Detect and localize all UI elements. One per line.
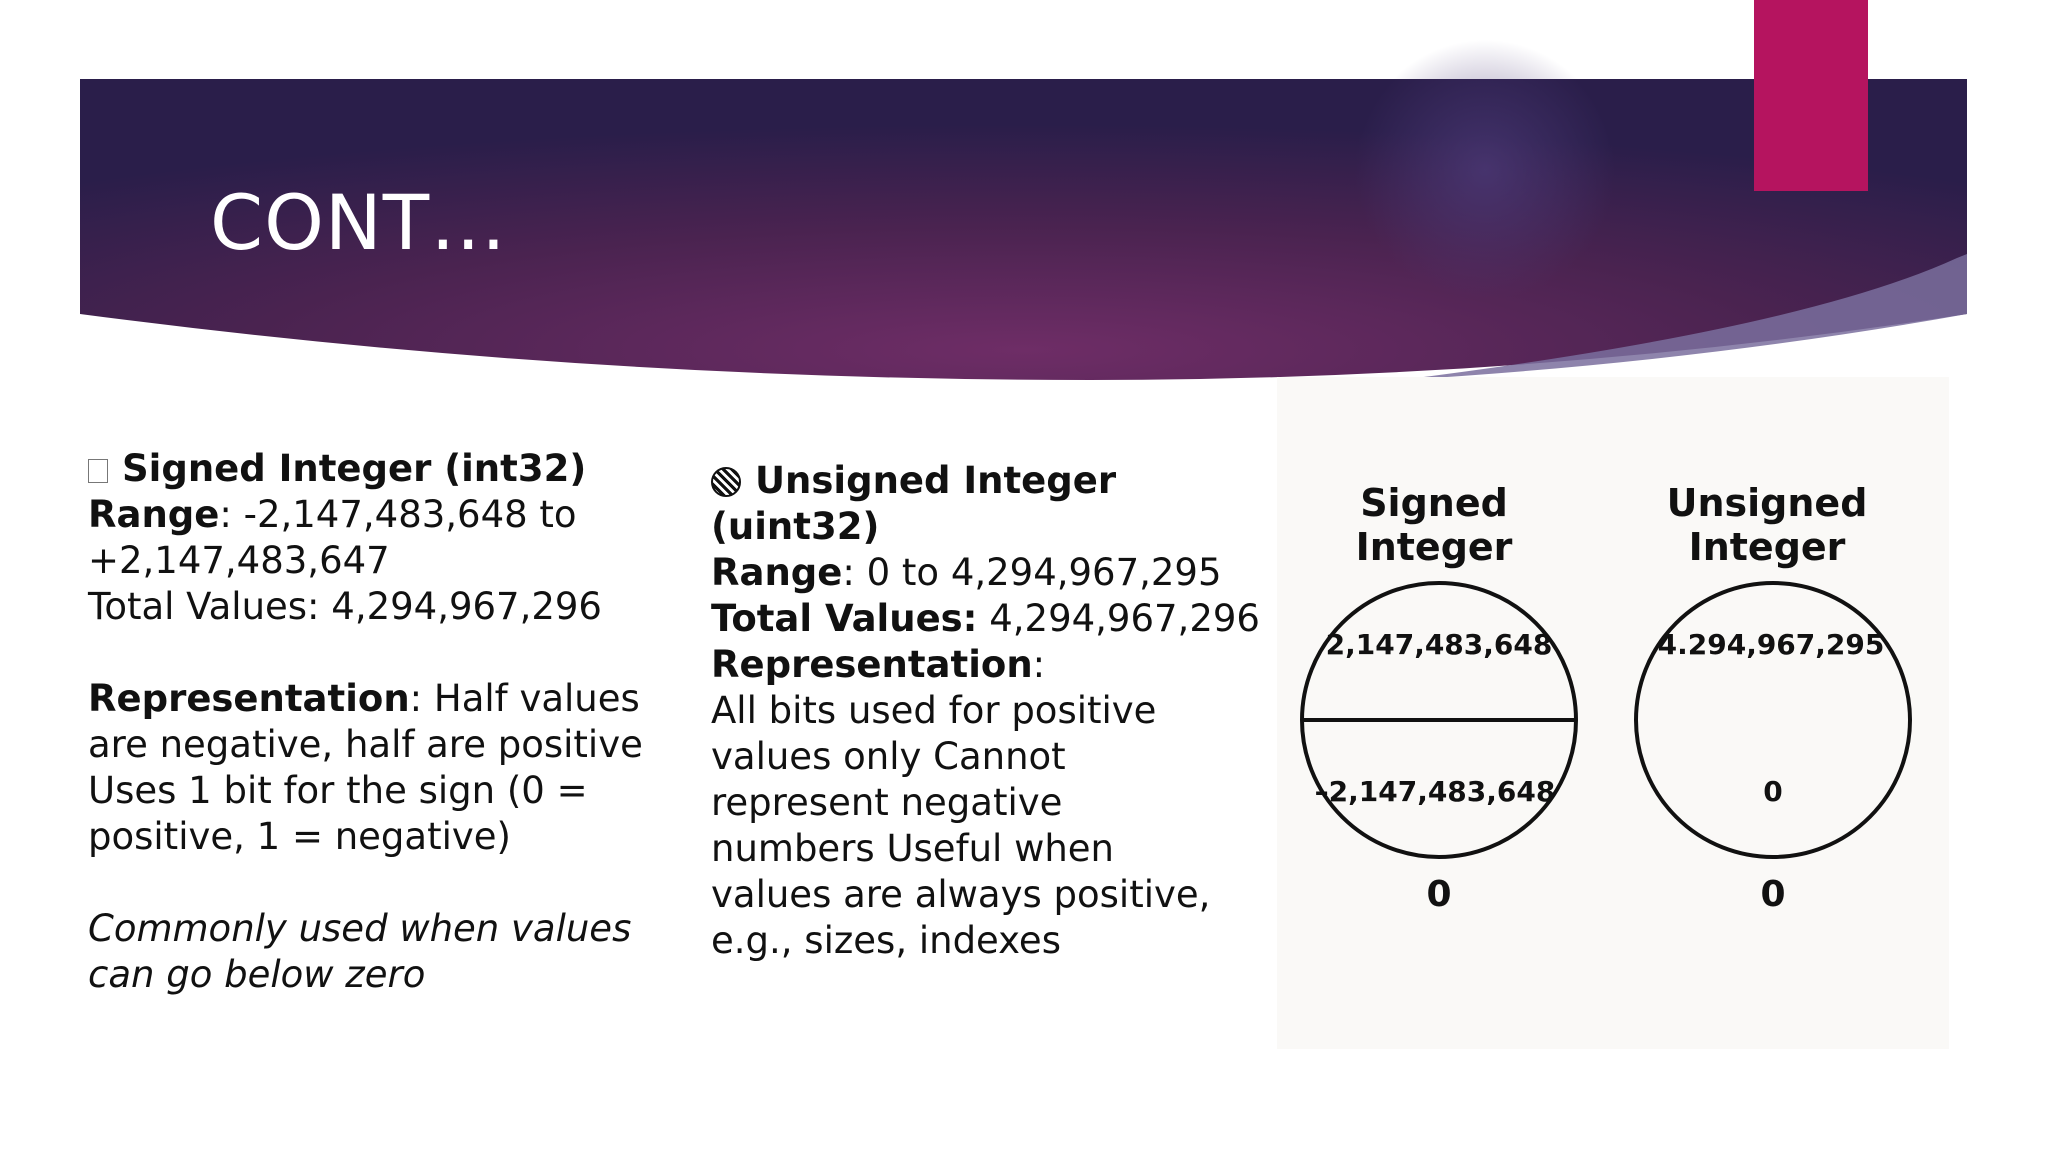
slide-title: CONT… bbox=[210, 178, 508, 267]
unsigned-desc-line-1: All bits used for positive bbox=[711, 689, 1157, 732]
signed-range-label: Range bbox=[88, 493, 220, 536]
signed-integer-section bbox=[88, 446, 668, 998]
unsigned-max-value: 4.294,967,295 bbox=[1657, 628, 1885, 661]
accent-tab bbox=[1754, 0, 1868, 191]
unsigned-diagram-title-1: Unsigned bbox=[1666, 481, 1868, 525]
unsigned-heading-type: (uint32) bbox=[711, 505, 880, 548]
signed-zero-label: 0 bbox=[1426, 874, 1452, 915]
signed-note-line-1: Commonly used when values bbox=[88, 907, 632, 950]
unsigned-min-value: 0 bbox=[1763, 775, 1783, 808]
signed-note-line-2: can go below zero bbox=[88, 953, 426, 996]
signed-representation-text: : Half values bbox=[409, 677, 640, 720]
signed-max-value: 2,147,483,648 bbox=[1325, 628, 1553, 661]
unsigned-desc-line-2: values only Cannot bbox=[711, 735, 1066, 778]
square-outline-icon bbox=[88, 459, 108, 483]
unsigned-desc-line-4: numbers Useful when bbox=[711, 827, 1115, 870]
unsigned-range-circle bbox=[1636, 583, 1910, 857]
unsigned-diagram-title-2: Integer bbox=[1688, 525, 1846, 569]
signed-range-value-2: +2,147,483,647 bbox=[88, 539, 390, 582]
signed-min-value: –2,147,483,648 bbox=[1314, 775, 1556, 808]
signed-diagram-title-2: Integer bbox=[1355, 525, 1513, 569]
signed-representation-line-2: are negative, half are positive bbox=[88, 723, 643, 766]
signed-representation-line bbox=[88, 676, 668, 722]
unsigned-representation-colon: : bbox=[1032, 643, 1046, 686]
unsigned-heading-line-2 bbox=[711, 504, 1251, 550]
unsigned-total-label: Total Values: bbox=[711, 597, 978, 640]
signed-representation-line-3: Uses 1 bit for the sign (0 = bbox=[88, 769, 588, 812]
signed-heading-line bbox=[88, 446, 668, 492]
unsigned-total-line bbox=[711, 596, 1260, 642]
unsigned-representation-label: Representation bbox=[711, 643, 1033, 686]
signed-representation-label: Representation bbox=[88, 677, 410, 720]
signed-heading: Signed Integer (int32) bbox=[122, 447, 587, 490]
unsigned-range-value: : 0 to 4,294,967,295 bbox=[842, 551, 1222, 594]
unsigned-heading: Unsigned Integer bbox=[755, 459, 1117, 502]
integer-range-diagram bbox=[1277, 377, 1949, 1049]
signed-diagram-title-1: Signed bbox=[1360, 481, 1508, 525]
hatched-circle-icon bbox=[711, 467, 741, 497]
unsigned-desc-line-5: values are always positive, bbox=[711, 873, 1211, 916]
unsigned-zero-label: 0 bbox=[1760, 874, 1786, 915]
diagram-svg bbox=[1277, 377, 1949, 1049]
unsigned-desc-line-3: represent negative bbox=[711, 781, 1063, 824]
unsigned-heading-line bbox=[711, 458, 1251, 504]
unsigned-total-value: 4,294,967,296 bbox=[977, 597, 1260, 640]
unsigned-range-line bbox=[711, 550, 1251, 596]
unsigned-integer-section bbox=[711, 458, 1260, 964]
signed-representation-line-4: positive, 1 = negative) bbox=[88, 815, 511, 858]
unsigned-representation-line bbox=[711, 642, 1251, 688]
unsigned-desc-line-6: e.g., sizes, indexes bbox=[711, 919, 1061, 962]
signed-total-values: Total Values: 4,294,967,296 bbox=[88, 585, 602, 628]
unsigned-range-label: Range bbox=[711, 551, 843, 594]
signed-range-line bbox=[88, 492, 668, 538]
signed-range-value: : -2,147,483,648 to bbox=[219, 493, 577, 536]
